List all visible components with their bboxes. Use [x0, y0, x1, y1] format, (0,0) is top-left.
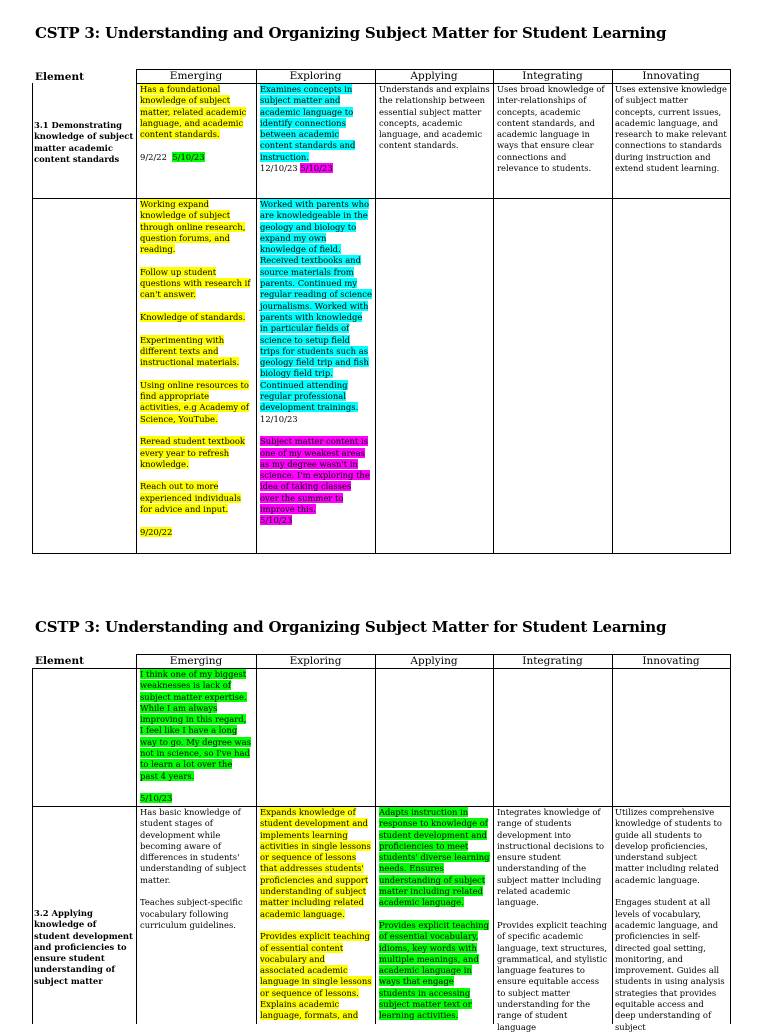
page1-row1-label: 3.1 Demonstrating knowledge of subject matter academic content standards: [34, 120, 134, 164]
paragraph: Provides explicit teaching of specific academic language, text structures, grammatical, and stylistic language features to ensure equitable access to subject matter understanding for the range of student language: [497, 919, 608, 1032]
page1-rule: [136, 69, 730, 70]
highlighted-text: I think one of my biggest weaknesses is lack of subject matter expertise. While I am always improving in this regard, I feel like I have a long way to go. My degree was not in science, so I've had to learn a lot over the past 4 years.: [140, 669, 251, 781]
list-item: Follow up student questions with research if can't answer.: [140, 266, 251, 300]
highlighted-text: Subject matter content is one of my weakest areas as my degree wasn't in science. I'm exploring the idea of taking classes over the summer to improve this.: [260, 436, 370, 515]
page1-rule: [375, 69, 376, 554]
page2-rule: [493, 654, 494, 1024]
page1-rule: [612, 69, 613, 554]
list-item: Working expand knowledge of subject through online research, question forums, and reading.: [140, 199, 246, 255]
page2-header-exploring: Exploring: [289, 655, 342, 667]
highlighted-text: Provides explicit teaching of essential vocabulary, idioms, key words with multiple meanings, and academic language in ways that engage students in accessing subject matter text or learning activities.: [379, 919, 489, 1021]
page2-rule: [730, 654, 731, 1024]
page2-header-innovating: Innovating: [642, 655, 700, 667]
list-item: Using online resources to find appropriate activities, e.g Academy of Science, YouTube.: [140, 379, 249, 424]
paragraph: Utilizes comprehensive knowledge of students to guide all students to develop proficiencies, understand subject matter including related academic language.: [615, 807, 722, 885]
highlighted-text: Adapts instruction in response to knowledge of student development and proficiencies to meet students' diverse learning needs. Ensures understanding of subject matter including related academic language.: [379, 807, 490, 908]
page1-title: CSTP 3: Understanding and Organizing Subject Matter for Student Learning: [35, 24, 667, 42]
page1-row2-exploring: [260, 199, 372, 527]
date: 9/20/22: [140, 526, 173, 537]
page2-rule: [136, 654, 730, 655]
list-item: Experimenting with different texts and instructional materials.: [140, 334, 240, 368]
list-item: Reread student textbook every year to refresh knowledge.: [140, 436, 245, 469]
page1-header-exploring: Exploring: [289, 70, 342, 82]
page1-row1-emerging: [140, 84, 252, 163]
page1-header-innovating: Innovating: [642, 70, 700, 82]
page1-header-integrating: Integrating: [522, 70, 583, 82]
page2-element-header: Element: [35, 655, 84, 667]
page1-row1-innovating: Uses extensive knowledge of subject matter concepts, current issues, academic language, and research to make relevant connections to standards during instruction and extend student learning.: [615, 84, 727, 174]
page1-row1-applying: Understands and explains the relationship between essential subject matter concepts, academic language, and academic content standards.: [379, 84, 490, 151]
page2-header-applying: Applying: [410, 655, 458, 667]
page1-rule: [493, 69, 494, 554]
date: 9/2/22: [140, 151, 167, 162]
page1-row1-exploring: [260, 84, 372, 174]
page1-element-header: Element: [35, 71, 84, 83]
date: 5/10/23: [300, 163, 333, 174]
page2-header-emerging: Emerging: [169, 655, 223, 667]
page2-row2-emerging: [140, 807, 252, 931]
page2-row1-emerging: [140, 669, 252, 805]
page2-rule: [136, 654, 137, 1024]
page1-header-applying: Applying: [410, 70, 458, 82]
page2-rule: [32, 668, 33, 1024]
page2-title: CSTP 3: Understanding and Organizing Subject Matter for Student Learning: [35, 618, 667, 636]
page2-rule: [612, 654, 613, 1024]
page1-rule: [256, 69, 257, 554]
highlighted-text: Examines concepts in subject matter and academic language to identify connections between academic content standards and instruction.: [260, 84, 356, 162]
page2-row2-exploring: [260, 807, 372, 1022]
page1-header-emerging: Emerging: [169, 70, 223, 82]
page2-row2-label: 3.2 Applying knowledge of student development and proficiencies to ensure student understanding of subject matter: [34, 908, 133, 986]
date: 5/10/23: [140, 793, 173, 804]
date: 5/10/23: [260, 515, 293, 526]
paragraph: Has basic knowledge of student stages of development while becoming aware of differences in students' understanding of subject matter.: [140, 807, 247, 885]
page2-rule: [256, 654, 257, 1024]
page2-header-integrating: Integrating: [522, 655, 583, 667]
list-item: Reach out to more experienced individuals for advice and input.: [140, 481, 241, 515]
paragraph: Integrates knowledge of range of students development into instructional decisions to ensure student understanding of the subject matter including related academic language.: [497, 807, 605, 908]
page2-rule: [375, 654, 376, 1024]
page2-row2-applying: [379, 807, 490, 1022]
date: 5/10/23: [172, 151, 205, 162]
highlighted-text: Worked with parents who are knowledgeable in the geology and biology to expand my own knowledge of field. Received textbooks and source materials from parents. Continued my regular reading of science journalisms. Worked with parents with knowledge in particular fields of science to setup field trips for students such as geology field trip and fish biology field trip. Continued attending regular professional development trainings.: [260, 199, 372, 413]
list-item: Knowledge of standards.: [140, 311, 246, 322]
date: 12/10/23: [260, 163, 298, 174]
page1-row1-integrating: Uses broad knowledge of inter-relationships of concepts, academic content standards, and academic language in ways that ensure clear connections and relevance to students.: [497, 84, 605, 174]
highlighted-text: Provides explicit teaching of essential content vocabulary and associated academic language in single lessons or sequence of lessons. Explains academic language, formats, and: [260, 931, 372, 1021]
page1-rule: [730, 69, 731, 554]
page1-rule: [136, 69, 137, 554]
page1-rule: [32, 83, 33, 554]
page1-row2-emerging: [140, 199, 252, 538]
highlighted-text: Has a foundational knowledge of subject matter, related academic language, and academic content standards.: [140, 84, 247, 140]
page2-row2-integrating: [497, 807, 609, 1033]
date: 12/10/23: [260, 413, 298, 424]
paragraph: Teaches subject-specific vocabulary following curriculum guidelines.: [140, 897, 243, 930]
highlighted-text: Expands knowledge of student development and implements learning activities in single lessons or sequence of lessons that addresses students' proficiencies and support understanding of subject matter including related academic language.: [260, 807, 371, 919]
paragraph: Engages student at all levels of vocabulary, academic language, and proficiencies in self-directed goal setting, monitoring, and improvement. Guides all students in using analysis strategies that provides equitable access and deep understanding of subject: [615, 897, 725, 1032]
page2-row2-innovating: [615, 807, 727, 1033]
